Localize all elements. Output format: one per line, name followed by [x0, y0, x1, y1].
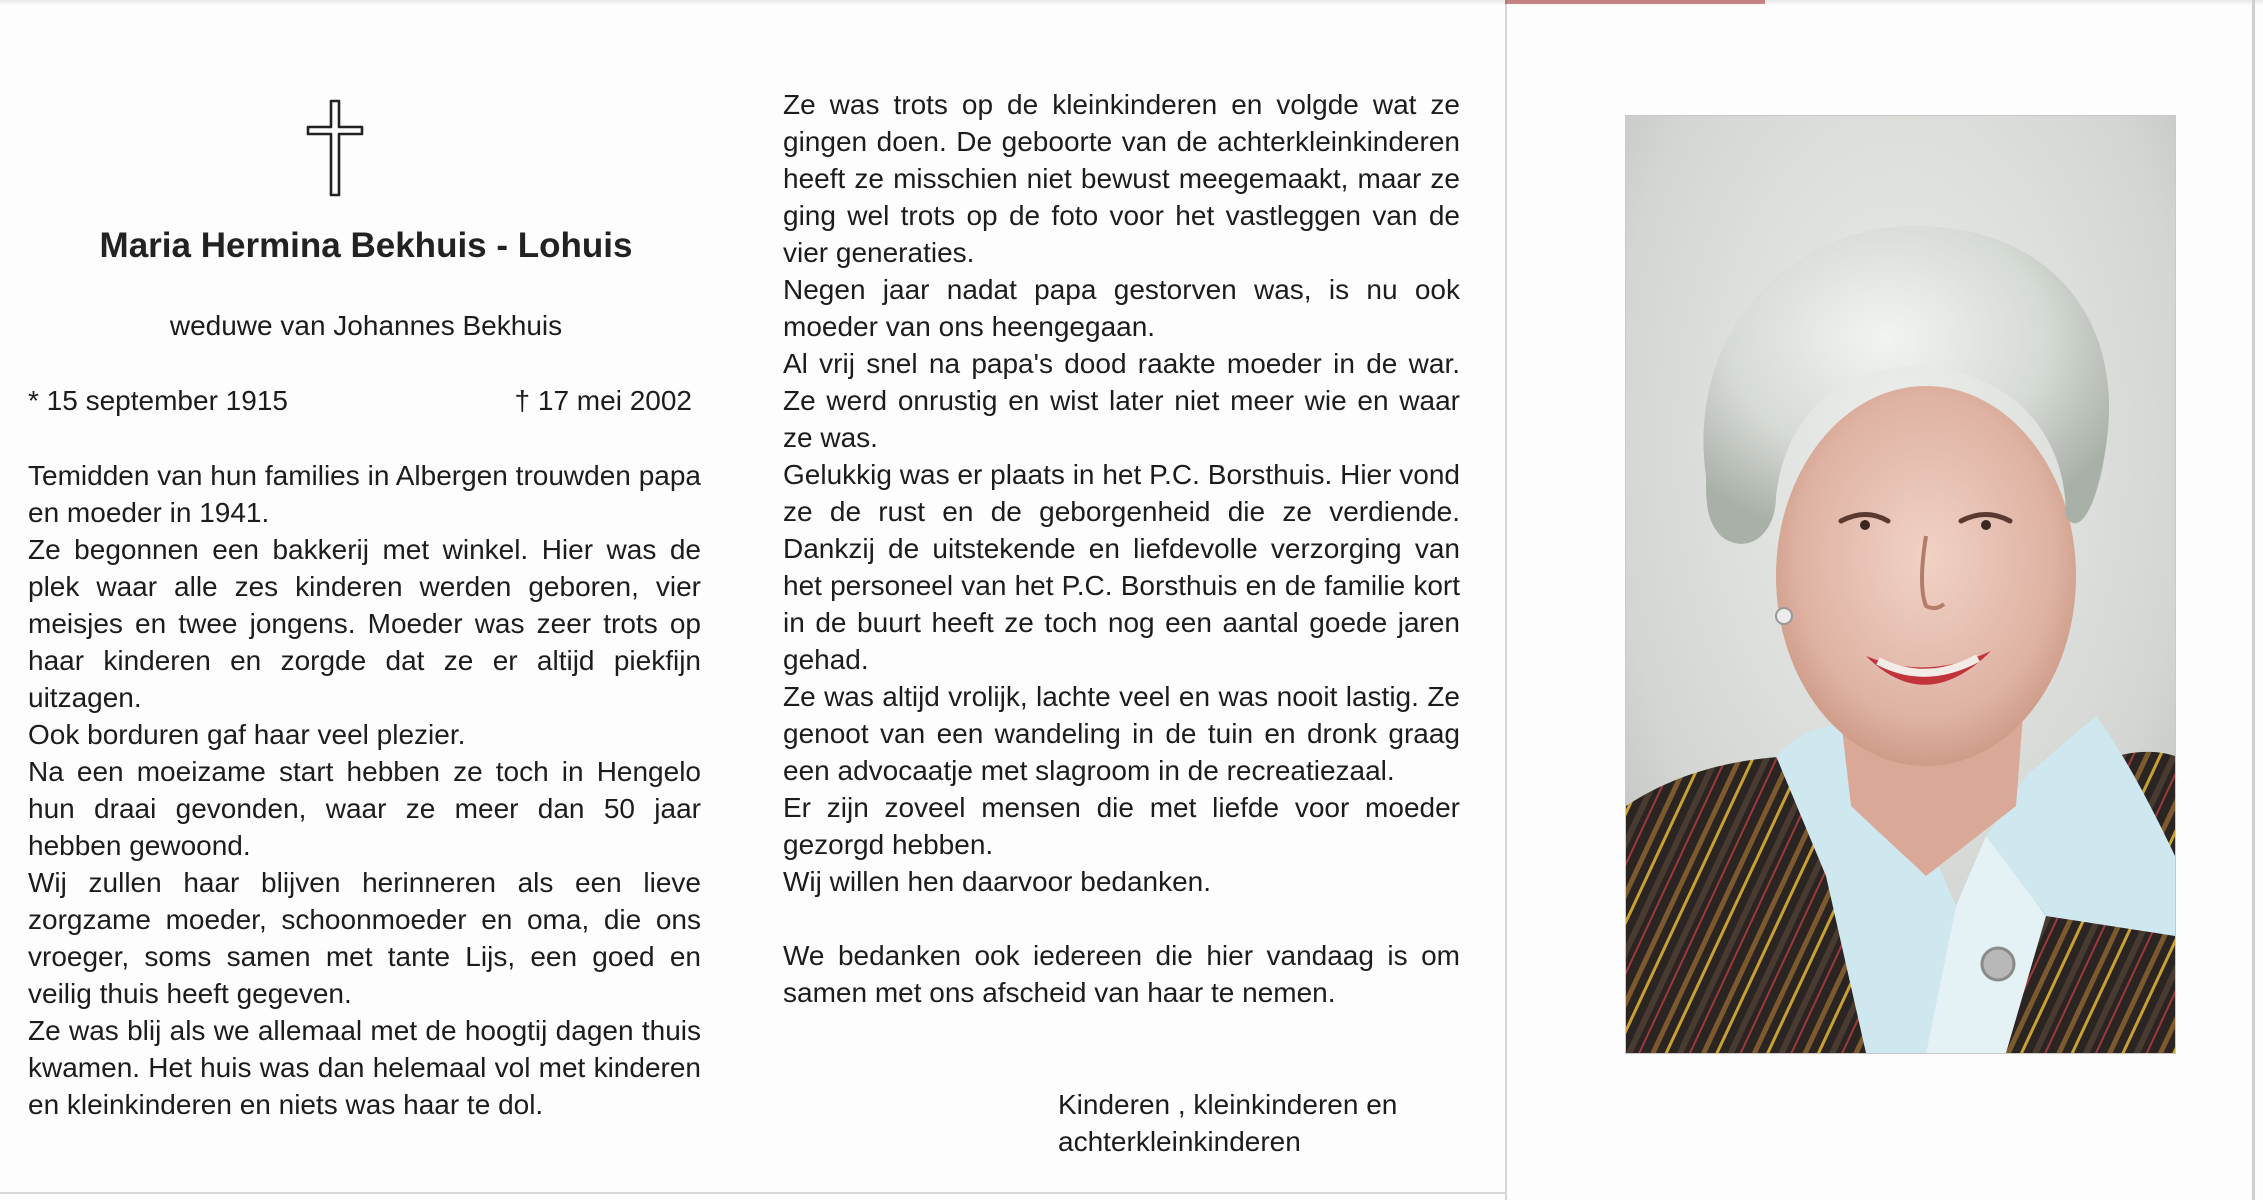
paragraph: Ze begonnen een bakkerij met winkel. Hier was de plek waar alle zes kinderen werden geboren, vier meisjes en twee jongens. Moeder was zeer trots op haar kinderen en zorgde dat ze er altijd piekfijn uitzagen.	[28, 534, 701, 713]
fold-accent	[1505, 0, 1765, 4]
paragraph: Al vrij snel na papa's dood raakte moeder in de war. Ze werd onrustig en wist later niet meer wie en waar ze was.	[783, 348, 1460, 453]
right-edge	[2252, 0, 2255, 1200]
paragraph: Temidden van hun families in Albergen trouwden papa en moeder in 1941.	[28, 460, 701, 528]
paragraph: Wij willen hen daarvoor bedanken.	[783, 866, 1212, 897]
deceased-name: Maria Hermina Bekhuis - Lohuis	[99, 226, 633, 265]
bottom-edge	[0, 1192, 1505, 1194]
signature-line: achterkleinkinderen	[1058, 1126, 1301, 1157]
portrait-illustration	[1626, 116, 2175, 1053]
signature-line: Kinderen , kleinkinderen en	[1058, 1089, 1398, 1120]
birth-date: * 15 september 1915	[28, 385, 288, 416]
portrait-photo	[1625, 115, 2176, 1054]
paragraph: Gelukkig was er plaats in het P.C. Borsthuis. Hier vond ze de rust en de geborgenheid die ze verdiende. Dankzij de uitstekende en liefdevolle verzorging van het personeel van het P.C. Borsthuis en de familie kort in de buurt heeft ze toch nog een aantal goede jaren gehad.	[783, 459, 1460, 675]
paragraph: Na een moeizame start hebben ze toch in Hengelo hun draai gevonden, waar ze meer dan 50 jaar hebben gewoond.	[28, 756, 701, 861]
paragraph: Ze was blij als we allemaal met de hoogtij dagen thuis kwamen. Het huis was dan helemaal vol met kinderen en kleinkinderen en niets was haar te dol.	[28, 1015, 701, 1120]
signature	[1058, 1086, 1397, 1160]
card-fold	[1505, 0, 1507, 1200]
left-text-column	[28, 457, 701, 1123]
widow-of-line: weduwe van Johannes Bekhuis	[169, 310, 563, 341]
paragraph: Ook borduren gaf haar veel plezier.	[28, 719, 466, 750]
top-edge	[0, 0, 2263, 6]
middle-text-column	[783, 86, 1460, 1011]
paragraph: Er zijn zoveel mensen die met liefde voor moeder gezorgd hebben.	[783, 792, 1460, 860]
paragraph: Negen jaar nadat papa gestorven was, is nu ook moeder van ons heengegaan.	[783, 274, 1460, 342]
cross-icon	[305, 99, 365, 197]
death-date: † 17 mei 2002	[514, 385, 692, 416]
paragraph: Wij zullen haar blijven herinneren als een lieve zorgzame moeder, schoonmoeder en oma, die ons vroeger, soms samen met tante Lijs, een goed en veilig thuis heeft gegeven.	[28, 867, 701, 1009]
paragraph: Ze was altijd vrolijk, lachte veel en was nooit lastig. Ze genoot van een wandeling in de tuin en dronk graag een advocaatje met slagroom in de recreatiezaal.	[783, 681, 1460, 786]
paragraph: Ze was trots op de kleinkinderen en volgde wat ze gingen doen. De geboorte van de achterkleinkinderen heeft ze misschien niet bewust meegemaakt, maar ze ging wel trots op de foto voor het vastleggen van de vier generaties.	[783, 89, 1460, 268]
closing-paragraph: We bedanken ook iedereen die hier vandaag is om samen met ons afscheid van haar te nemen.	[783, 940, 1460, 1008]
